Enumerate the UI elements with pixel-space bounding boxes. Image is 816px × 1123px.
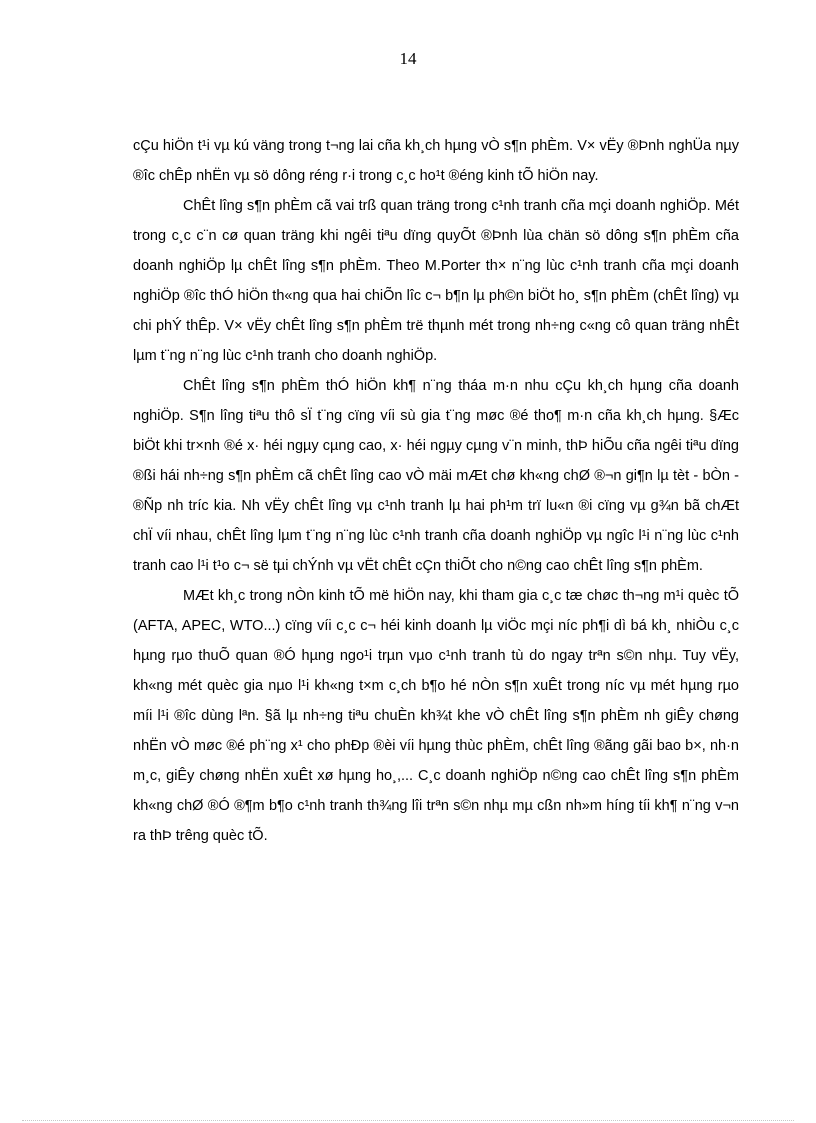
page-number: 14 <box>399 49 417 68</box>
paragraph-3: ChÊt lîng s¶n phÈm thÓ hiÖn kh¶ n¨ng tháa m·n nhu cÇu kh¸ch hµng cña doanh nghiÖp. S¶n lîng tiªu thô sÏ t¨ng cïng víi sù gia t¨ng møc ®é tho¶ m·n cña kh¸ch hµng. §Æc biÖt khi tr×nh ®é x· héi ngµy cµng cao, x· héi ngµy cµng v¨n minh, thÞ hiÕu cña ngêi tiªu dïng ®ßi hái nh÷ng s¶n phÈm cã chÊt lîng cao vÒ mäi mÆt chø kh«ng chØ ®¬n gi¶n lµ tèt - bÒn - ®Ñp nh tríc kia. Nh vËy chÊt lîng vµ c¹nh tranh lµ hai ph¹m trï lu«n ®i cïng vµ g¾n bã chÆt chÏ víi nhau, chÊt lîng lµm t¨ng n¨ng lùc c¹nh tranh cña doanh nghiÖp vµ ngîc l¹i n¨ng lùc c¹nh tranh cao l¹i t¹o c¬ së tµi chÝnh vµ vËt chÊt cÇn thiÕt cho n©ng cao chÊt lîng s¶n phÈm. <box>133 378 739 574</box>
paragraph-1: cÇu hiÖn t¹i vµ kú väng trong t¬ng lai cña kh¸ch hµng vÒ s¶n phÈm. V× vËy ®Þnh nghÜa nµy ®îc chÊp nhËn vµ sö dông réng r·i trong c¸c ho¹t ®éng kinh tÕ hiÖn nay. <box>133 138 739 184</box>
page-bottom-rule <box>22 1120 794 1121</box>
paragraph-2: ChÊt lîng s¶n phÈm cã vai trß quan träng trong c¹nh tranh cña mçi doanh nghiÖp. Mét trong c¸c c¨n cø quan träng khi ngêi tiªu dïng quyÕt ®Þnh lùa chän sö dông s¶n phÈm cña doanh nghiÖp lµ chÊt lîng s¶n phÈm. Theo M.Porter th× n¨ng lùc c¹nh tranh cña mçi doanh nghiÖp ®îc thÓ hiÖn th«ng qua hai chiÕn lîc c¬ b¶n lµ ph©n biÖt ho¸ s¶n phÈm (chÊt lîng) vµ chi phÝ thÊp. V× vËy chÊt lîng s¶n phÈm trë thµnh mét trong nh÷ng c«ng cô quan träng nhÊt lµm t¨ng n¨ng lùc c¹nh tranh cho doanh nghiÖp. <box>133 198 739 364</box>
paragraph-4: MÆt kh¸c trong nÒn kinh tÕ më hiÖn nay, khi tham gia c¸c tæ chøc th¬ng m¹i quèc tÕ (AFTA, APEC, WTO...) cïng víi c¸c c¬ héi kinh doanh lµ viÖc mçi níc ph¶i dì bá kh¸ nhiÒu c¸c hµng rµo thuÕ quan ®Ó hµng ngo¹i trµn vµo c¹nh tranh tù do ngay trªn s©n nhµ. Tuy vËy, kh«ng mét quèc gia nµo l¹i kh«ng t×m c¸ch b¶o hé nÒn s¶n xuÊt trong níc vµ mét hµng rµo míi l¹i ®îc dùng lªn. §ã lµ nh÷ng tiªu chuÈn kh¾t khe vÒ chÊt lîng s¶n phÈm nh giÊy chøng nhËn vÒ møc ®é ph¨ng x¹ cho phÐp ®èi víi hµng thùc phÈm, chÊt lîng ®ãng gãi bao b×, nh·n m¸c, giÊy chøng nhËn xuÊt xø hµng ho¸,... C¸c doanh nghiÖp n©ng cao chÊt lîng s¶n phÈm kh«ng chØ ®Ó ®¶m b¶o c¹nh tranh th¾ng lîi trªn s©n nhµ mµ cßn nh»m híng tíi kh¶ n¨ng v¬n ra thÞ trêng quèc tÕ. <box>133 588 739 844</box>
body-text <box>133 131 739 851</box>
